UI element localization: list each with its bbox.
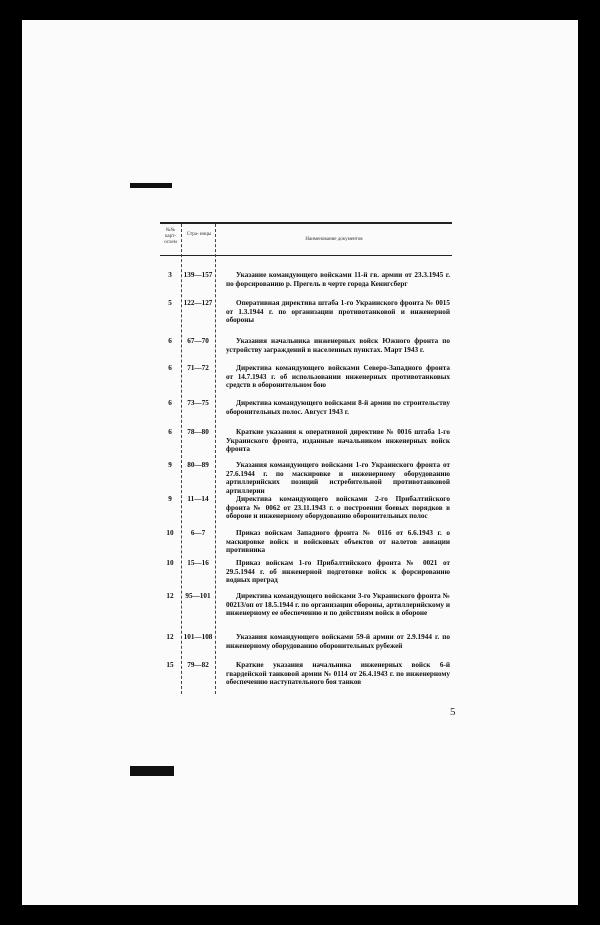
row-title: Директива командующего войсками 2-го Прибалтийского фронта № 0062 от 23.11.1943 г. о построении боевых порядков в обороне и инженерному оборудованию оборонительных полос bbox=[226, 495, 450, 521]
row-pages: 15—16 bbox=[187, 559, 209, 567]
row-number: 15 bbox=[166, 661, 174, 669]
row-number: 10 bbox=[166, 529, 174, 537]
row-pages: 101—108 bbox=[183, 633, 213, 641]
header-col-pages: Стра- ницы bbox=[186, 232, 212, 237]
scan-mark bbox=[130, 766, 174, 776]
row-number: 6 bbox=[168, 428, 172, 436]
header-bottom-rule bbox=[160, 255, 452, 256]
row-number: 12 bbox=[166, 633, 174, 641]
row-number: 6 bbox=[168, 364, 172, 372]
scan-mark bbox=[130, 183, 172, 188]
row-title: Директива командующего войсками 8-й армии по строительству оборонительных полос. Август 1943 г. bbox=[226, 399, 450, 416]
row-title: Директива командующего войсками Северо-Западного фронта от 14.7.1943 г. об использовании инженерных противотанковых средств в оборонительном бою bbox=[226, 364, 450, 390]
row-title: Указания начальника инженерных войск Южного фронта по устройству заграждений в населенных пунктах. Март 1943 г. bbox=[226, 337, 450, 354]
row-pages: 79—82 bbox=[187, 661, 209, 669]
column-divider bbox=[181, 224, 182, 694]
row-number: 5 bbox=[168, 299, 172, 307]
row-number: 6 bbox=[168, 337, 172, 345]
row-title: Указания командующего войсками 59-й армии от 2.9.1944 г. по инженерному оборудованию оборонительных рубежей bbox=[226, 633, 450, 650]
row-title: Оперативная директива штаба 1-го Украинского фронта № 0015 от 1.3.1944 г. по организации противотанковой и инженерной обороны bbox=[226, 299, 450, 325]
row-title: Краткие указания к оперативной директиве № 0016 штаба 1-го Украинского фронта, изданные начальником инженерных войск фронта bbox=[226, 428, 450, 454]
row-pages: 95—101 bbox=[185, 592, 211, 600]
page-number: 5 bbox=[450, 706, 456, 718]
row-pages: 139—157 bbox=[183, 271, 213, 279]
row-pages: 122—127 bbox=[183, 299, 213, 307]
row-number: 9 bbox=[168, 461, 172, 469]
row-pages: 80—89 bbox=[187, 461, 209, 469]
table-top-rule bbox=[160, 222, 452, 224]
row-title: Указание командующего войсками 11-й гв. армии от 23.3.1945 г. по форсированию р. Прегель в черте города Кенигсберг bbox=[226, 271, 450, 288]
column-divider bbox=[215, 224, 216, 694]
row-number: 12 bbox=[166, 592, 174, 600]
row-pages: 71—72 bbox=[187, 364, 209, 372]
row-title: Приказ войскам Западного фронта № 0116 от 6.6.1943 г. о маскировке войск и войсковых объектов от налетов авиации противника bbox=[226, 529, 450, 555]
header-col-title: Наименование документов bbox=[305, 237, 363, 242]
row-pages: 67—70 bbox=[187, 337, 209, 345]
row-number: 10 bbox=[166, 559, 174, 567]
row-pages: 78—80 bbox=[187, 428, 209, 436]
row-title: Указания командующего войсками 1-го Украинского фронта от 27.6.1944 г. по маскировке и инженерному оборудованию артиллерийских позиций истребительной противотанковой артиллерии bbox=[226, 461, 450, 495]
row-pages: 11—14 bbox=[187, 495, 209, 503]
row-number: 3 bbox=[168, 271, 172, 279]
row-pages: 73—75 bbox=[187, 399, 209, 407]
row-title: Краткие указания начальника инженерных войск 6-й гвардейской танковой армии № 0114 от 26.4.1943 г. по инженерному обеспечению наступательного боя танков bbox=[226, 661, 450, 687]
row-title: Директива командующего войсками 3-го Украинского фронта № 00213/оп от 18.5.1944 г. по организации обороны, артиллерийскому и инженерному ее обеспечению и по действиям войск в обороне bbox=[226, 592, 450, 618]
header-col-num: №№ карт- осхем bbox=[164, 228, 177, 245]
row-title: Приказ войскам 1-го Прибалтийского фронта № 0021 от 29.5.1944 г. об инженерной подготовке войск к форсированию водных преград bbox=[226, 559, 450, 585]
row-number: 6 bbox=[168, 399, 172, 407]
row-pages: 6—7 bbox=[190, 529, 206, 537]
row-number: 9 bbox=[168, 495, 172, 503]
